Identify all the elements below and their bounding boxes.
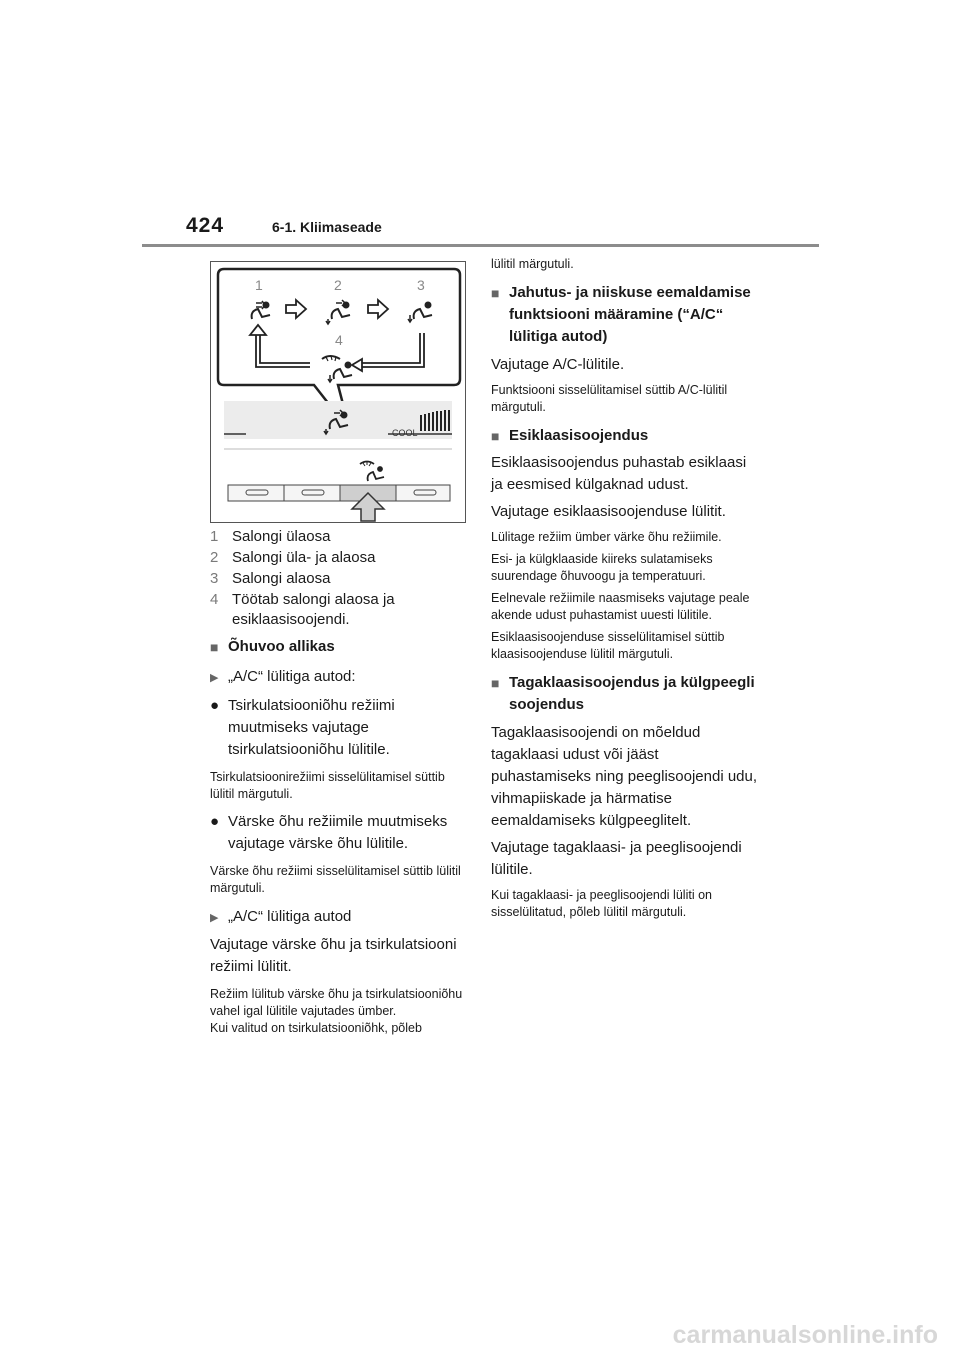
list-item: 4 Töötab salongi alaosa ja esiklaasisoojendi.	[210, 591, 395, 628]
bullet-recirc: ● Tsirkulatsiooniõhu režiimi muutmiseks vajutage tsirkulatsiooniõhu lülitile.	[210, 695, 472, 761]
header-rule	[142, 244, 819, 247]
note-ws-2: Esi- ja külgklaaside kiireks sulatamiseks suurendage õhuvoogu ja temperatuuri.	[491, 552, 713, 583]
cool-label: COOL	[392, 428, 418, 438]
list-item: 3 Salongi alaosa	[210, 570, 331, 587]
heading-rear-defogger: ■ Tagaklaasisoojendus ja külgpeegli soojendus	[491, 674, 755, 713]
note-switch: Režiim lülitub värske õhu ja tsirkulatsiooniõhu vahel igal lülitile vajutades ümber.	[210, 987, 463, 1018]
note-ws-1: Lülitage režiim ümber värke õhu režiimile.	[491, 530, 722, 544]
ac-models-label-2: ▶ „A/C“ lülitiga autod	[210, 906, 472, 929]
section-title: 6-1. Kliimaseade	[272, 219, 382, 235]
page-number: 424	[186, 214, 225, 237]
button-strip	[228, 485, 450, 501]
bullet-fresh: ● Värske õhu režiimile muutmiseks vajutage värske õhu lülitile.	[210, 811, 472, 855]
heading-windshield: ■ Esiklaasisoojendus	[491, 427, 649, 444]
mode-legend-list	[210, 527, 472, 631]
list-item: 1 Salongi ülaosa	[210, 528, 331, 545]
note-recirc: Tsirkulatsioonirežiimi sisselülitamisel süttib lülitil märgutuli.	[210, 770, 445, 801]
left-column	[210, 636, 472, 1037]
triangle-icon: ▶	[210, 912, 219, 924]
body-ac: Vajutage A/C-lülitile.	[491, 356, 625, 373]
mode-label-2: 2	[334, 277, 342, 293]
list-item: 2 Salongi üla- ja alaosa	[210, 549, 376, 566]
note-fresh: Värske õhu režiimi sisselülitamisel süttib lülitil märgutuli.	[210, 864, 461, 895]
note-ws-3: Eelnevale režiimile naasmiseks vajutage peale akende udust puhastamist uuesti lülitile.	[491, 591, 750, 622]
ac-models-label: ▶ „A/C“ lülitiga autod:	[210, 666, 472, 689]
continued-line: lülitil märgutuli.	[491, 257, 574, 271]
heading-cooling: ■ Jahutus- ja niiskuse eemaldamise funktsiooni määramine (“A/C“ lülitiga autod)	[491, 284, 751, 345]
body-ws-1: Esiklaasisoojendus puhastab esiklaasi ja eesmised külgaknad udust.	[491, 454, 747, 493]
triangle-icon: ▶	[210, 672, 219, 684]
note-ac: Funktsiooni sisselülitamisel süttib A/C-lülitil märgutuli.	[491, 383, 728, 414]
airflow-mode-diagram	[210, 261, 466, 523]
right-column	[491, 256, 759, 921]
body-press-switch: Vajutage värske õhu ja tsirkulatsiooni režiimi lülitit.	[210, 936, 457, 975]
note-recirc-cont: Kui valitud on tsirkulatsiooniõhk, põleb	[210, 1021, 422, 1035]
bullet-icon: ●	[210, 697, 220, 714]
body-rear-2: Vajutage tagaklaasi- ja peeglisoojendi lülitile.	[491, 839, 742, 878]
note-ws-4: Esiklaasisoojenduse sisselülitamisel süttib klaasisoojenduse lülitil märgutuli.	[491, 630, 725, 661]
body-rear-1: Tagaklaasisoojendi on mõeldud tagaklaasi udust või jääst puhastamiseks ning peeglisoojendi udu, vihmapiiskade ja härmatise eemaldamiseks külgpeeglitelt.	[491, 724, 758, 829]
mode-label-1: 1	[255, 277, 263, 293]
note-rear: Kui tagaklaasi- ja peeglisoojendi lüliti on sisselülitatud, põleb lülitil märgutuli.	[491, 888, 712, 919]
site-watermark: carmanualsonline.info	[672, 1321, 938, 1349]
heading-air-source: ■ Õhuvoo allikas	[210, 638, 335, 655]
body-ws-2: Vajutage esiklaasisoojenduse lülitit.	[491, 503, 726, 520]
mode-label-4: 4	[335, 332, 343, 348]
mode-label-3: 3	[417, 277, 425, 293]
bullet-icon: ●	[210, 813, 220, 830]
